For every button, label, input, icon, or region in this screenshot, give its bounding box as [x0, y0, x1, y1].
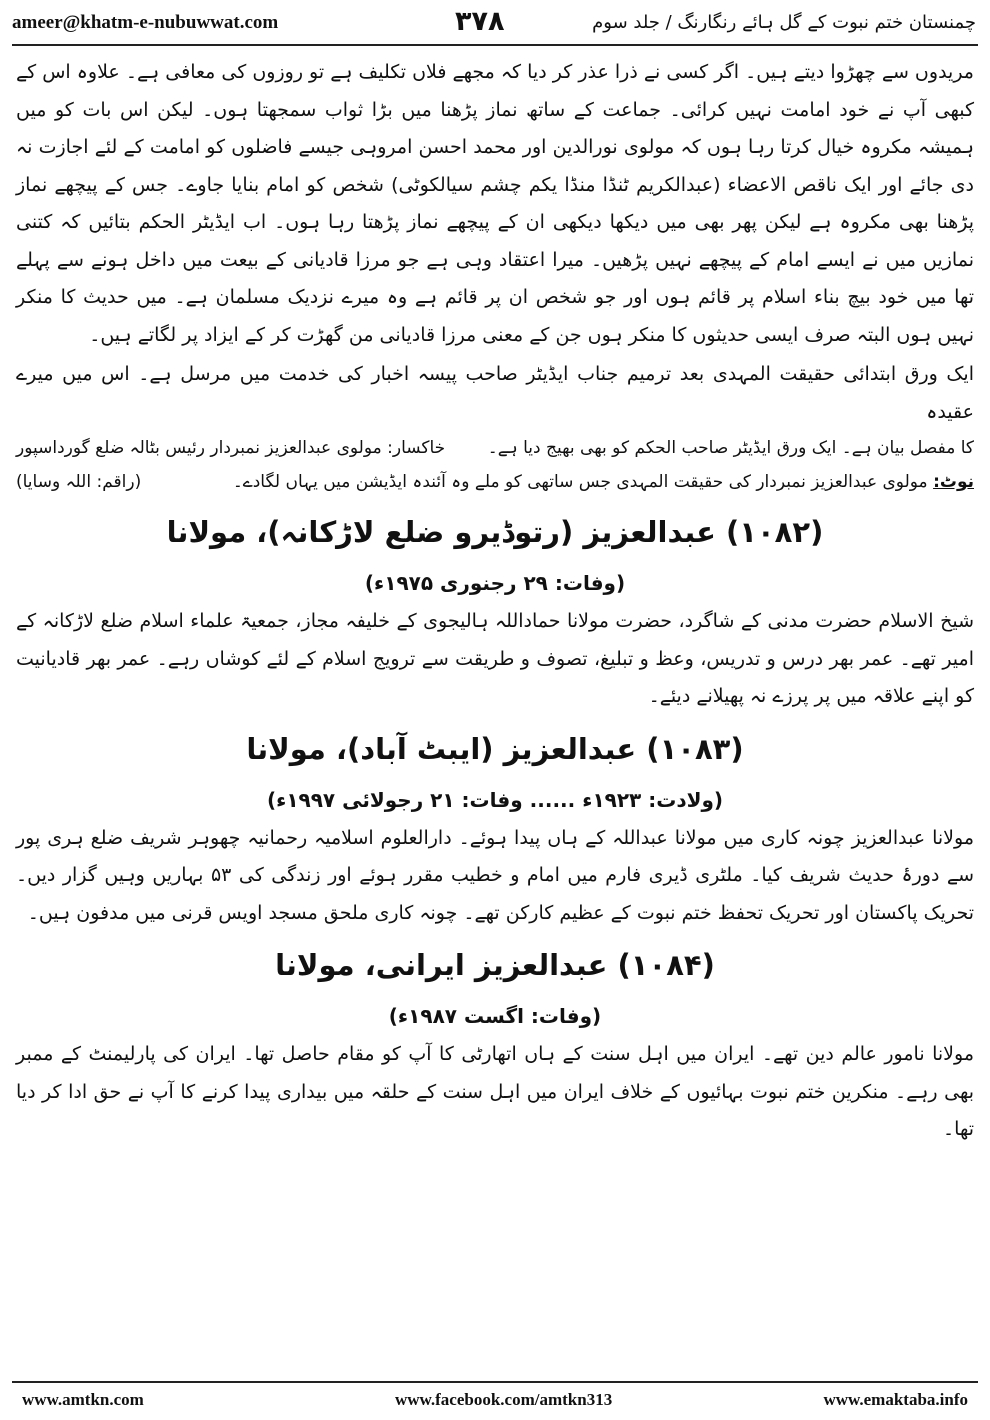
header-email: ameer@khatm-e-nubuwwat.com: [12, 12, 279, 33]
footer-link-amtkn[interactable]: www.amtkn.com: [22, 1390, 144, 1409]
note-row: [16, 465, 974, 499]
entry-dates-1083: (ولادت: ۱۹۲۳ء ...... وفات: ۲۱ رجولائی ۱۹۹۷ء): [266, 787, 724, 812]
signature-row: [16, 431, 974, 465]
paragraph-quote: مریدوں سے چھڑوا دیتے ہیں۔ اگر کسی نے ذرا عذر کر دیا کہ مجھے فلاں تکلیف ہے تو روزوں کی معافی ہے۔ علاوہ اس کے کبھی آپ نے خود امامت نہیں کرائی۔ جماعت کے ساتھ نماز پڑھنا میں بڑا ثواب سمجھتا ہوں۔ لیکن اس بات کو میں ہمیشہ مکروہ خیال کرتا رہا ہوں کہ مولوی نورالدین اور محمد احسن امروہی جیسے فاضلوں کو امامت کے لئے اجازت نہ دی جائے اور ایک ناقص الاعضاء (عبدالکریم ٹنڈا منڈا یکم چشم سیالکوٹی) شخص کو امام بنایا جاوے۔ جس کے پیچھے نماز پڑھنا بھی مکروہ ہے لیکن پھر بھی میں دیکھا دیکھی ان کے پیچھے نماز پڑھتا رہا ہوں۔ اب ایڈیٹر الحکم بتائیں کہ کتنی نمازیں میں نے ایسے امام کے پیچھے نہیں پڑھیں۔ میرا اعتقاد وہی ہے جو مرزا قادیانی کے بیعت میں داخل ہونے سے پہلے تھا میں خود بیچ بناء اسلام پر قائم ہوں اور جو شخص ان پر قائم ہے وہ میرے نزدیک مسلمان ہے۔ میں حدیث کا منکر نہیں ہوں البتہ صرف ایسی حدیثوں کا منکر ہوں جن کے معنی مرزا قادیانی من گھڑت کر کے ایزاد پر لگاتے ہیں۔: [16, 61, 974, 346]
header-divider: [12, 44, 978, 46]
entry-heading-1084: (۱۰۸۴) عبدالعزیز ایرانی، مولانا: [275, 948, 715, 982]
note-text: مولوی عبدالعزیز نمبردار کی حقیقت المہدی جس ساتھی کو ملے وہ آئندہ ایڈیشن میں یہاں لگادے۔: [232, 472, 928, 492]
entry-text-1084: مولانا نامور عالم دین تھے۔ ایران میں اہل سنت کے ہاں اتھارٹی کا آپ کو مقام حاصل تھا۔ ایران کی پارلیمنٹ کے ممبر بھی رہے۔ منکرین ختم نبوت بہائیوں کے خلاف ایران میں اہل سنت کے حلقہ میں بیداری پیدا کرنے کا آپ نے حق ادا کر دیا تھا۔: [16, 1043, 974, 1140]
entry-text-1083: مولانا عبدالعزیز چونہ کاری میں مولانا عبداللہ کے ہاں پیدا ہوئے۔ دارالعلوم اسلامیہ رحمانیہ چھوہر شریف ضلع ہری پور سے دورۂ حدیث شریف کیا۔ ملٹری ڈیری فارم میں امام و خطیب مقرر ہوئے اور زندگی کی ۵۳ بہاریں وہیں گزار دیں۔ تحریک پاکستان اور تحریک تحفظ ختم نبوت کے عظیم کارکن تھے۔ چونہ کاری ملحق مسجد اویس قرنی میں مدفون ہیں۔: [16, 826, 974, 924]
entry-heading-1082: (۱۰۸۲) عبدالعزیز (رتوڈیرو ضلع لاڑکانہ)، مولانا: [166, 515, 824, 549]
entry-text-1082: شیخ الاسلام حضرت مدنی کے شاگرد، حضرت مولانا حماداللہ ہالیجوی کے خلیفہ مجاز، جمعیۃ علماء اسلام ضلع لاڑکانہ کے امیر تھے۔ عمر بھر درس و تدریس، وعظ و تبلیغ، تصوف و طریقت سے ترویج اسلام کے لئے کوشاں رہے۔ عمر بھر قادیانیت کو اپنے علاقہ میں پر پرزے نہ پھیلانے دیئے۔: [16, 610, 974, 707]
note-author: (راقم: اللہ وسایا): [16, 472, 142, 492]
footer-divider: [12, 1381, 978, 1383]
paragraph-enclosure: ایک ورق ابتدائی حقیقت المہدی بعد ترمیم جناب ایڈیٹر صاحب پیسہ اخبار کی خدمت میں مرسل ہے۔ اس میں میرے عقیدہ: [16, 363, 974, 423]
page-header: [0, 0, 990, 46]
footer-link-facebook[interactable]: www.facebook.com/amtkn313: [395, 1390, 613, 1409]
note-label: نوٹ:: [933, 472, 974, 492]
signature: خاکسار: مولوی عبدالعزیز نمبردار رئیس بٹالہ ضلع گورداسپور: [16, 438, 446, 458]
entry-dates-1084: (وفات: اگست ۱۹۸۷ء): [388, 1004, 602, 1028]
entry-heading-1083: (۱۰۸۳) عبدالعزیز (ایبٹ آباد)، مولانا: [246, 731, 744, 766]
footer-link-emaktaba[interactable]: www.emaktaba.info: [823, 1390, 968, 1409]
page-number: ۳۷۸: [455, 6, 505, 37]
entry-dates-1082: (وفات: ۲۹ رجنوری ۱۹۷۵ء): [364, 571, 626, 595]
page-footer: [0, 1386, 990, 1416]
book-title: چمنستان ختم نبوت کے گل ہائے رنگارنگ / جلد سوم: [592, 12, 976, 33]
page-body: [16, 54, 974, 1149]
paragraph-enclosure-end: کا مفصل بیان ہے۔ ایک ورق ایڈیٹر صاحب الحکم کو بھی بھیج دیا ہے۔: [487, 438, 974, 458]
